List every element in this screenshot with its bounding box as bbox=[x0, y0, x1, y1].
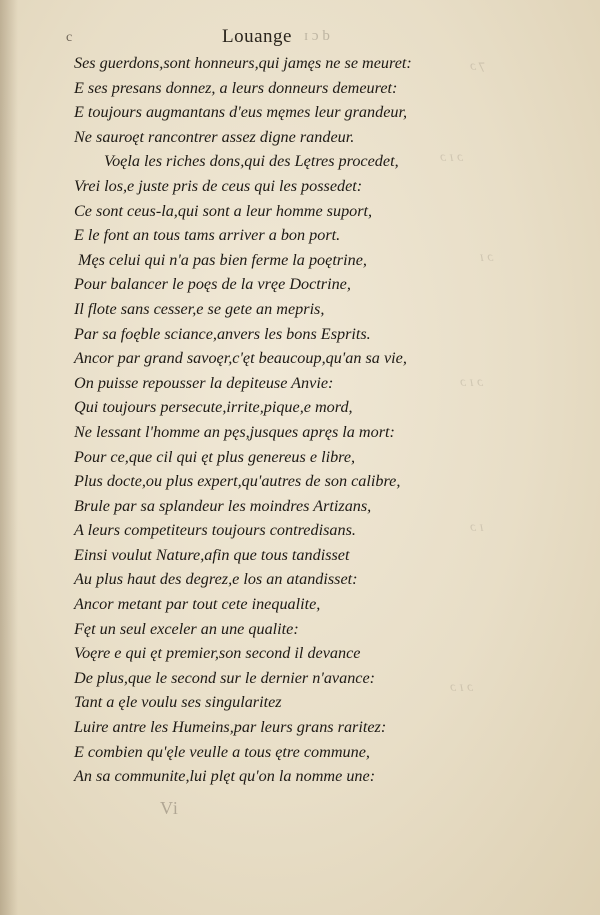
verse-line: A leurs competiteurs toujours contredisans. bbox=[74, 521, 356, 540]
verse-line: Brule par sa splandeur les moindres Artizans, bbox=[74, 496, 372, 515]
bleed-through-mark: ɔ ɪ ɔ bbox=[450, 680, 474, 695]
verse-line: E ses presans donnez, a leurs donneurs demeuret: bbox=[74, 78, 398, 97]
verse-line: Ne sauroęt rancontrer assez digne randeur. bbox=[74, 127, 355, 146]
verse-line: An sa communite,lui plęt qu'on la nomme une: bbox=[74, 767, 376, 786]
page-title: Louange bbox=[222, 26, 292, 47]
verse-line: Il flote sans cesser,e se gete an mepris, bbox=[74, 299, 325, 318]
verse-line: Ce sont ceus-la,qui sont a leur homme suport, bbox=[74, 201, 373, 220]
verse-line: Męs celui qui n'a pas bien ferme la poętrine, bbox=[78, 250, 367, 269]
verse-line: E toujours augmantans d'eus męmes leur grandeur, bbox=[74, 103, 408, 122]
verse-line: Tant a ęle voulu ses singularitez bbox=[74, 693, 282, 712]
verse-line: Pour ce,que cil qui ęt plus genereus e libre, bbox=[74, 447, 356, 466]
verse-line: Voęre e qui ęt premier,son second il devance bbox=[74, 644, 361, 663]
verse-line: Pour balancer le poęs de la vręe Doctrine, bbox=[74, 275, 351, 294]
bleed-through-mark: ɔ ɪ bbox=[480, 250, 494, 265]
verse-line: Ancor par grand savoęr,c'ęt beaucoup,qu'an sa vie, bbox=[74, 349, 407, 368]
verse-line: De plus,que le second sur le dernier n'avance: bbox=[74, 668, 376, 687]
page-edge-shadow bbox=[0, 0, 18, 915]
verse-line: Voęla les riches dons,qui des Lętres procedet, bbox=[104, 152, 399, 171]
bleed-through-mark: ɔ ɪ ɔ bbox=[440, 150, 464, 165]
verse-line: Par sa foęble sciance,anvers les bons Esprits. bbox=[74, 324, 371, 343]
corner-mark: c bbox=[66, 30, 73, 45]
verse-line: Ses guerdons,sont honneurs,qui jamęs ne se meuret: bbox=[74, 54, 412, 72]
verse-line: Vrei los,e juste pris de ceus qui les possedet: bbox=[74, 176, 363, 195]
verse-line: Einsi voulut Nature,afin que tous tandisset bbox=[74, 545, 350, 564]
verse-line: Luire antre les Humeins,par leurs grans raritez: bbox=[74, 718, 387, 737]
verse-line: Ancor metant par tout cete inequalite, bbox=[74, 595, 321, 614]
bleed-through-header: ɪ ɔ b bbox=[304, 28, 330, 44]
verse-line: Fęt un seul exceler an une qualite: bbox=[74, 619, 299, 638]
bleed-through-mark: ⁊ ɔ bbox=[470, 59, 487, 74]
verse-line: Qui toujours persecute,irrite,pique,e mord, bbox=[74, 398, 353, 417]
verse-line: On puisse repousser la depiteuse Anvie: bbox=[74, 373, 334, 392]
bleed-through-mark: ɔ ɪ ɔ bbox=[460, 375, 484, 390]
poem-text bbox=[74, 51, 494, 789]
verse-line: E combien qu'ęle veulle a tous ętre commune, bbox=[74, 742, 370, 761]
verse-line: E le font an tous tams arriver a bon port. bbox=[74, 226, 341, 245]
signature-mark: Vi bbox=[160, 798, 179, 818]
verse-line: Plus docte,ou plus expert,qu'autres de son calibre, bbox=[74, 472, 401, 491]
bleed-through-mark: ɪ ɔ bbox=[470, 520, 484, 535]
verse-line: Au plus haut des degrez,e los an atandisset: bbox=[74, 570, 358, 589]
running-header bbox=[0, 26, 600, 50]
verse-line: Ne lessant l'homme an pęs,jusques apręs la mort: bbox=[74, 422, 395, 441]
